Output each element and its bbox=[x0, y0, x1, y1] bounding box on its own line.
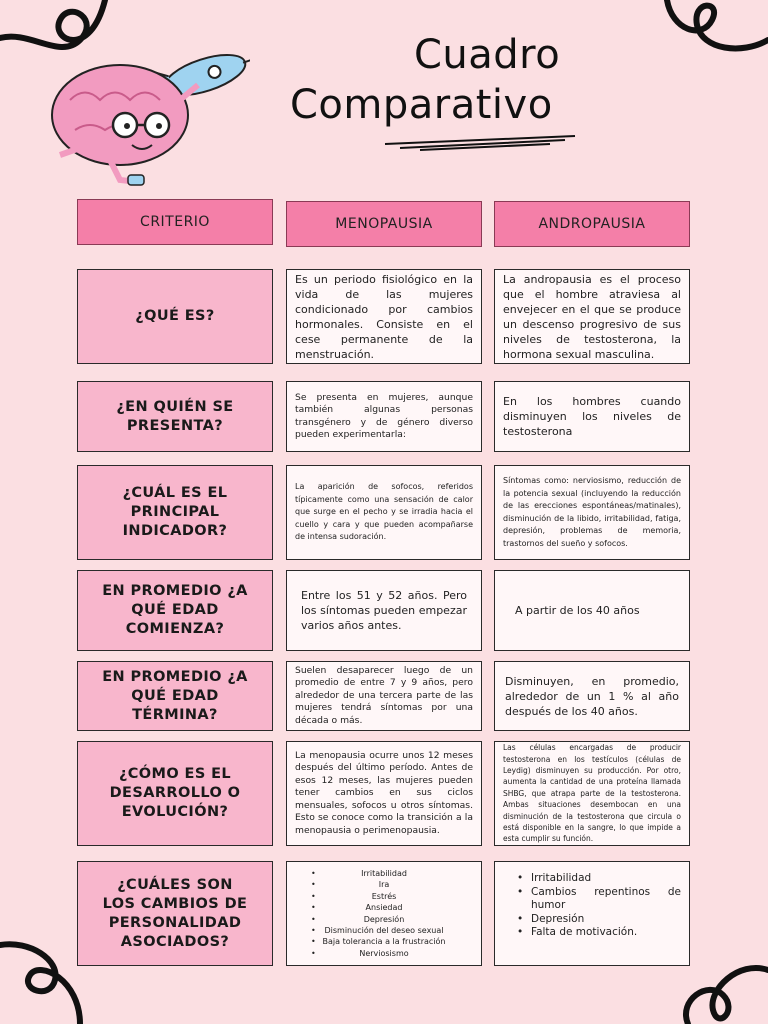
andropausia-edad-termina-text: Disminuyen, en promedio, alrededor de un 1 % al año después de los 40 años. bbox=[505, 674, 679, 718]
list-item: • Irritabilidad bbox=[295, 868, 473, 879]
andropausia-indicador-text: Síntomas como: nerviosismo, reducción de la potencia sexual (incluyendo la reducción de las erecciones espontáneas/matinales), disminución de la libido, irritabilidad, fatiga, depresión, problemas de memoria, trastornos del sueño y sofocos. bbox=[503, 476, 681, 548]
andropausia-indicador bbox=[494, 465, 690, 560]
menopausia-que-es bbox=[286, 269, 482, 364]
menopausia-personalidad bbox=[286, 861, 482, 966]
andropausia-desarrollo bbox=[494, 741, 690, 846]
andropausia-personalidad bbox=[494, 861, 690, 966]
title-underline-scribble bbox=[380, 130, 580, 152]
criterio-que-es: ¿QUÉ ES? bbox=[77, 269, 273, 364]
menopausia-en-quien bbox=[286, 381, 482, 452]
header-criterio: CRITERIO bbox=[77, 199, 273, 245]
list-item: • Falta de motivación. bbox=[517, 926, 681, 940]
header-menopausia: MENOPAUSIA bbox=[286, 201, 482, 247]
menopausia-que-es-text: Es un periodo fisiológico en la vida de las mujeres condicionado por cambios hormonales. Consiste en el cese permanente de la menstruación. bbox=[295, 272, 473, 361]
list-item: • Baja tolerancia a la frustración bbox=[295, 936, 473, 947]
andropausia-que-es bbox=[494, 269, 690, 364]
menopausia-personalidad-list bbox=[295, 868, 473, 959]
andropausia-en-quien-text: En los hombres cuando disminuyen los niveles de testosterona bbox=[503, 395, 681, 438]
criterio-indicador: ¿CUÁL ES EL PRINCIPAL INDICADOR? bbox=[77, 465, 273, 560]
list-item: • Depresión bbox=[295, 914, 473, 925]
list-item: • Ansiedad bbox=[295, 902, 473, 913]
menopausia-edad-comienza bbox=[286, 570, 482, 651]
andropausia-edad-comienza-text: A partir de los 40 años bbox=[515, 604, 640, 617]
andropausia-que-es-text: La andropausia es el proceso que el hombre atraviesa al envejecer en el que se produce un descenso progresivo de sus niveles de testosterona, la hormona sexual masculina. bbox=[503, 272, 681, 361]
list-item: • Depresión bbox=[517, 913, 681, 927]
andropausia-edad-termina bbox=[494, 661, 690, 731]
menopausia-edad-termina bbox=[286, 661, 482, 731]
menopausia-indicador-text: La aparición de sofocos, referidos típicamente como una sensación de calor que surge en el pecho y se irradia hacia el cuello y cara y que pueden acompañarse de intensa sudoración. bbox=[295, 482, 473, 542]
list-item: • Disminución del deseo sexual bbox=[295, 925, 473, 936]
list-item: • Irritabilidad bbox=[517, 872, 681, 886]
criterio-en-quien: ¿EN QUIÉN SE PRESENTA? bbox=[77, 381, 273, 452]
menopausia-edad-termina-text: Suelen desaparecer luego de un promedio de entre 7 y 9 años, pero alrededor de una tercera parte de las mujeres tendrá síntomas por una década o más. bbox=[295, 664, 473, 726]
title-line-1: Cuadro bbox=[414, 32, 561, 78]
list-item: • Nerviosismo bbox=[295, 948, 473, 959]
andropausia-personalidad-list bbox=[503, 872, 681, 940]
criterio-personalidad: ¿CUÁLES SON LOS CAMBIOS DE PERSONALIDAD ASOCIADOS? bbox=[77, 861, 273, 966]
andropausia-desarrollo-text: Las células encargadas de producir testosterona en los testículos (células de Leydig) disminuyen su producción. Por otro, aumenta la cantidad de una proteína llamada SHBG, que atrapa parte de la testosterona. Ambas situaciones desembocan en una disminución de la testosterona que circula o está disponible en la sangre, lo que impide a esta cumplir su función. bbox=[503, 743, 681, 844]
menopausia-desarrollo bbox=[286, 741, 482, 846]
criterio-desarrollo: ¿CÓMO ES EL DESARROLLO O EVOLUCIÓN? bbox=[77, 741, 273, 846]
menopausia-indicador bbox=[286, 465, 482, 560]
criterio-edad-termina: EN PROMEDIO ¿A QUÉ EDAD TÉRMINA? bbox=[77, 661, 273, 731]
corner-curl-decoration bbox=[662, 0, 768, 70]
menopausia-en-quien-text: Se presenta en mujeres, aunque también algunas personas transgénero y de género diverso pueden experimentarla: bbox=[295, 391, 473, 440]
title-line-2: Comparativo bbox=[290, 82, 553, 128]
brain-rocket-mascot-icon bbox=[20, 30, 250, 195]
page-title bbox=[290, 30, 590, 130]
list-item: • Ira bbox=[295, 879, 473, 890]
list-item: • Cambios repentinos de humor bbox=[517, 886, 681, 913]
andropausia-en-quien bbox=[494, 381, 690, 452]
list-item: • Estrés bbox=[295, 891, 473, 902]
header-andropausia: ANDROPAUSIA bbox=[494, 201, 690, 247]
criterio-edad-comienza: EN PROMEDIO ¿A QUÉ EDAD COMIENZA? bbox=[77, 570, 273, 651]
menopausia-desarrollo-text: La menopausia ocurre unos 12 meses después del último período. Antes de esos 12 meses, las mujeres pueden tener cambios en sus ciclos mensuales, sofocos u otros síntomas. Esto se conoce como la transición a la menopausia o perimenopausia. bbox=[295, 749, 473, 836]
andropausia-edad-comienza bbox=[494, 570, 690, 651]
menopausia-edad-comienza-text: Entre los 51 y 52 años. Pero los síntomas pueden empezar varios años antes. bbox=[301, 589, 467, 632]
